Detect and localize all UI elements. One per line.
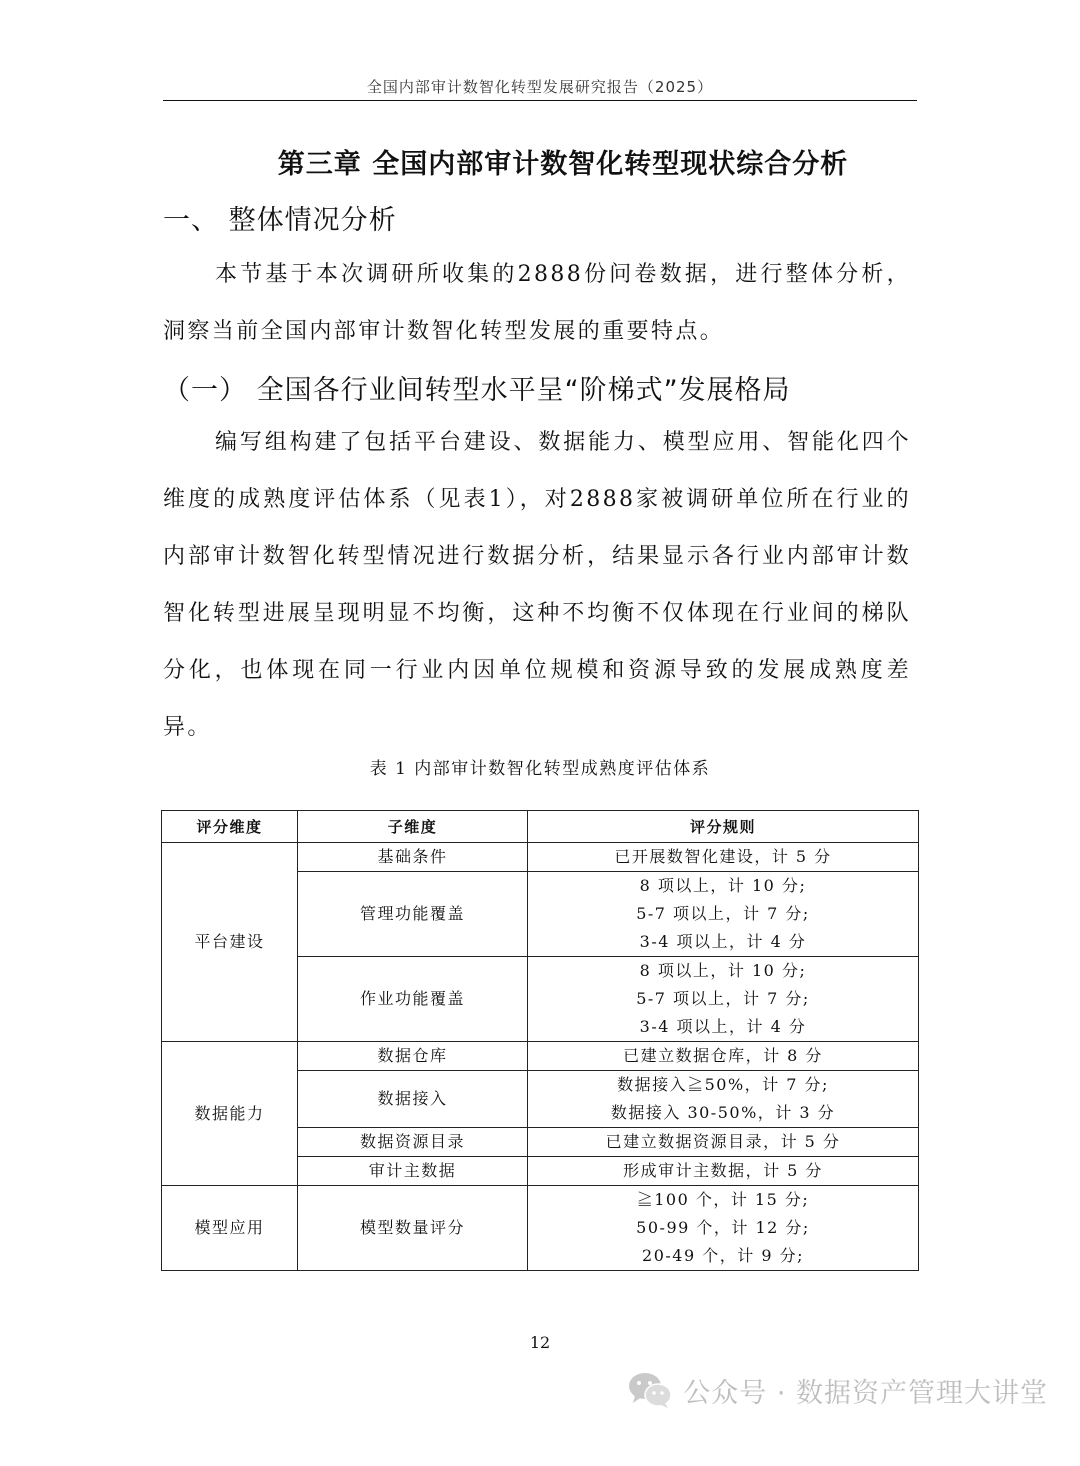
subdimension-cell: 管理功能覆盖	[298, 872, 528, 957]
subdimension-cell: 审计主数据	[298, 1157, 528, 1186]
rule-line: 已建立数据资源目录，计 5 分	[605, 1132, 841, 1151]
rule-line: 数据接入≧50%，计 7 分;	[617, 1075, 829, 1094]
table-row	[162, 1186, 919, 1271]
section-title: 一、 整体情况分析	[163, 205, 397, 236]
rule-line: 5-7 项以上，计 7 分;	[636, 904, 810, 923]
rule-cell	[528, 957, 919, 1042]
subdimension-cell: 数据仓库	[298, 1042, 528, 1071]
rule-line: 3-4 项以上，计 4 分	[639, 932, 807, 951]
rule-cell	[528, 872, 919, 957]
dimension-cell: 模型应用	[162, 1186, 298, 1271]
rule-line: 8 项以上，计 10 分;	[639, 876, 807, 895]
rule-line: 形成审计主数据，计 5 分	[623, 1161, 823, 1180]
rule-cell	[528, 1157, 919, 1186]
paragraph-intro: 本节基于本次调研所收集的2888份问卷数据，进行整体分析，洞察当前全国内部审计数智化转型发展的重要特点。	[163, 262, 911, 344]
rule-line: 5-7 项以上，计 7 分;	[636, 989, 810, 1008]
rule-line: ≧100 个，计 15 分;	[636, 1190, 810, 1209]
rule-cell	[528, 1128, 919, 1157]
table-body	[162, 843, 919, 1271]
table-caption: 表 1 内部审计数智化转型成熟度评估体系	[369, 759, 711, 779]
running-header: 全国内部审计数智化转型发展研究报告（2025）	[366, 78, 714, 96]
table-header-row	[162, 811, 919, 843]
watermark-text: 公众号 · 数据资产管理大讲堂	[683, 1377, 1048, 1409]
rule-line: 3-4 项以上，计 4 分	[639, 1017, 807, 1036]
chapter-title: 第三章 全国内部审计数智化转型现状综合分析	[277, 149, 849, 180]
maturity-table	[161, 810, 919, 1271]
paragraph-body: 编写组构建了包括平台建设、数据能力、模型应用、智能化四个维度的成熟度评估体系（见表1），对2888家被调研单位所在行业的内部审计数智化转型情况进行数据分析，结果显示各行业内部审计数智化转型进展呈现明显不均衡，这种不均衡不仅体现在行业间的梯队分化，也体现在同一行业内因单位规模和资源导致的发展成熟度差异。	[163, 430, 911, 740]
rule-line: 50-99 个，计 12 分;	[636, 1218, 810, 1237]
subdimension-cell: 作业功能覆盖	[298, 957, 528, 1042]
rule-cell	[528, 1186, 919, 1271]
rule-line: 20-49 个，计 9 分;	[642, 1246, 804, 1265]
subsection-title: （一） 全国各行业间转型水平呈“阶梯式”发展格局	[163, 375, 791, 406]
rule-cell	[528, 1042, 919, 1071]
rule-line: 数据接入 30-50%，计 3 分	[610, 1103, 836, 1122]
dimension-cell: 数据能力	[162, 1042, 298, 1186]
header-cell-subdimension: 子维度	[298, 811, 528, 843]
subdimension-cell: 数据接入	[298, 1071, 528, 1128]
header-cell-dimension: 评分维度	[162, 811, 298, 843]
watermark	[627, 1370, 1048, 1410]
subdimension-cell: 数据资源目录	[298, 1128, 528, 1157]
subdimension-cell: 模型数量评分	[298, 1186, 528, 1271]
rule-cell	[528, 1071, 919, 1128]
rule-line: 8 项以上，计 10 分;	[639, 961, 807, 980]
page-number: 12	[529, 1333, 551, 1352]
rule-line: 已开展数智化建设，计 5 分	[614, 847, 832, 866]
dimension-cell: 平台建设	[162, 843, 298, 1042]
subdimension-cell: 基础条件	[298, 843, 528, 872]
header-rule	[163, 100, 917, 101]
table-row	[162, 843, 919, 872]
table-row	[162, 1042, 919, 1071]
header-cell-rule: 评分规则	[528, 811, 919, 843]
rule-line: 已建立数据仓库，计 8 分	[623, 1046, 823, 1065]
wechat-icon	[627, 1370, 673, 1410]
rule-cell	[528, 843, 919, 872]
